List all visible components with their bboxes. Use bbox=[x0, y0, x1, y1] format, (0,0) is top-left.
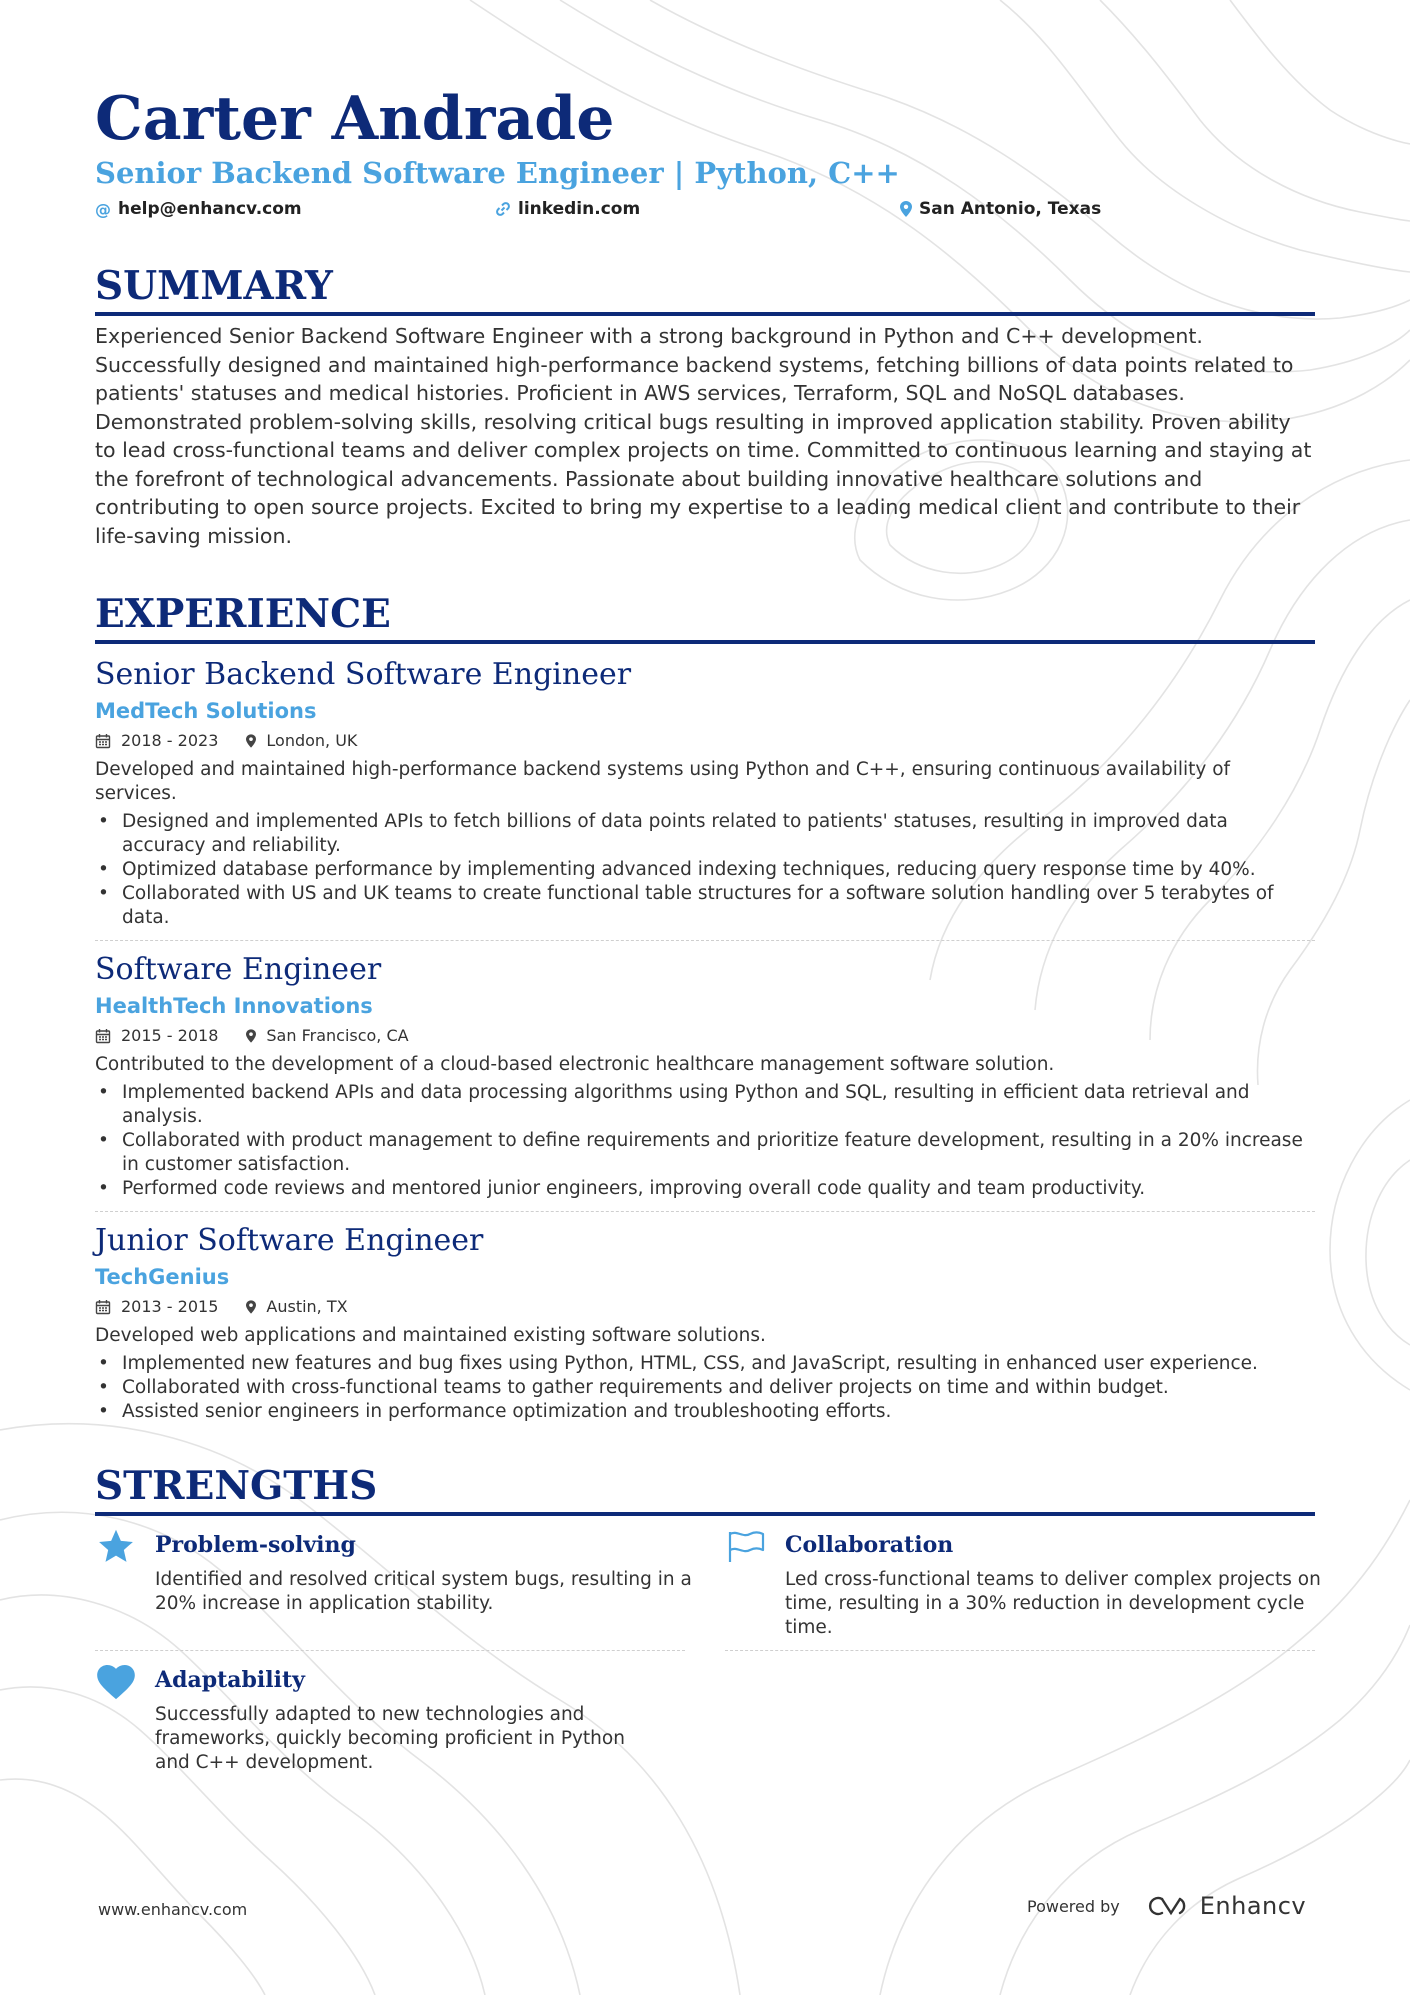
location-text: San Antonio, Texas bbox=[919, 199, 1102, 219]
summary-section bbox=[95, 262, 1315, 550]
job-bullets bbox=[95, 810, 1315, 930]
strength-text: Identified and resolved critical system bugs, resulting in a 20% increase in application stability. bbox=[155, 1569, 692, 1614]
company-name: HealthTech Innovations bbox=[95, 994, 373, 1018]
location-pin-icon bbox=[246, 1029, 256, 1043]
strength-text: Successfully adapted to new technologies and frameworks, quickly becoming proficient in Python and C++ development. bbox=[155, 1704, 625, 1773]
contact-location bbox=[900, 199, 1101, 219]
location-pin-icon bbox=[246, 1300, 256, 1314]
footer-website[interactable]: www.enhancv.com bbox=[98, 1900, 248, 1919]
strengths-section bbox=[95, 1462, 1321, 1816]
list-item: • Collaborated with US and UK teams to create functional table structures for a software solution handling over 5 terabytes of data. bbox=[95, 882, 1315, 930]
powered-by-label: Powered by bbox=[1027, 1896, 1120, 1916]
strength-title: Problem-solving bbox=[155, 1532, 356, 1558]
divider bbox=[725, 1650, 1315, 1651]
list-item: • Implemented new features and bug fixes using Python, HTML, CSS, and JavaScript, resulting in enhanced user experience. bbox=[95, 1352, 1315, 1376]
contact-email[interactable] bbox=[95, 199, 495, 219]
linkedin-text: linkedin.com bbox=[518, 199, 641, 219]
location-pin-icon bbox=[246, 734, 256, 748]
summary-text: Experienced Senior Backend Software Engineer with a strong background in Python and C++ development. Successfully designed and maintained high-performance backend systems, fetching billions of data points related to patients' statuses and medical histories. Proficient in AWS services, Terraform, SQL and NoSQL databases. Demonstrated problem-solving skills, resolving critical bugs resulting in improved application stability. Proven ability to lead cross-functional teams and deliver complex projects on time. Committed to continuous learning and staying at the forefront of technological advancements. Passionate about building innovative healthcare solutions and contributing to open source projects. Excited to bring my expertise to a leading medical client and contribute to their life-saving mission. bbox=[95, 324, 1312, 548]
strength-text: Led cross-functional teams to deliver complex projects on time, resulting in a 30% reduction in development cycle time. bbox=[785, 1569, 1321, 1638]
company-name: TechGenius bbox=[95, 1265, 230, 1289]
heart-icon bbox=[95, 1661, 137, 1703]
job-title: Software Engineer bbox=[95, 952, 382, 987]
list-item: • Collaborated with product management to define requirements and prioritize feature development, resulting in a 20% increase in customer satisfaction. bbox=[95, 1129, 1315, 1177]
job-bullets bbox=[95, 1352, 1315, 1424]
job-meta bbox=[95, 1025, 1315, 1047]
job-title: Senior Backend Software Engineer bbox=[95, 657, 632, 692]
strength-title: Adaptability bbox=[155, 1667, 305, 1693]
job-entry bbox=[95, 951, 1315, 1212]
candidate-headline: Senior Backend Software Engineer | Python, C++ bbox=[95, 156, 900, 190]
strengths-title: STRENGTHS bbox=[95, 1462, 1315, 1516]
job-description: Developed and maintained high-performance backend systems using Python and C++, ensuring continuous availability of services. bbox=[95, 759, 1231, 804]
list-item: • Assisted senior engineers in performance optimization and troubleshooting efforts. bbox=[95, 1400, 1315, 1424]
calendar-icon bbox=[95, 733, 111, 749]
job-meta bbox=[95, 730, 1315, 752]
job-entry bbox=[95, 656, 1315, 941]
list-item: • Optimized database performance by implementing advanced indexing techniques, reducing query response time by 40%. bbox=[95, 858, 1315, 882]
contact-row bbox=[95, 196, 1315, 222]
job-dates: 2013 - 2015 bbox=[121, 1297, 219, 1316]
calendar-icon bbox=[95, 1299, 111, 1315]
list-item: • Designed and implemented APIs to fetch billions of data points related to patients' statuses, resulting in improved data accuracy and reliability. bbox=[95, 810, 1315, 858]
divider bbox=[95, 940, 1315, 941]
divider bbox=[95, 1650, 685, 1651]
candidate-name: Carter Andrade bbox=[95, 84, 615, 154]
contact-linkedin[interactable] bbox=[495, 199, 900, 219]
list-item: • Implemented backend APIs and data processing algorithms using Python and SQL, resulting in efficient data retrieval and analysis. bbox=[95, 1081, 1315, 1129]
summary-title: SUMMARY bbox=[95, 262, 1315, 316]
job-description: Developed web applications and maintained existing software solutions. bbox=[95, 1325, 766, 1346]
company-name: MedTech Solutions bbox=[95, 699, 317, 723]
job-location: London, UK bbox=[266, 731, 358, 750]
footer-powered-by[interactable] bbox=[1027, 1892, 1306, 1920]
job-dates: 2015 - 2018 bbox=[121, 1026, 219, 1045]
job-title: Junior Software Engineer bbox=[95, 1223, 484, 1258]
job-entry bbox=[95, 1222, 1315, 1424]
job-location: San Francisco, CA bbox=[266, 1026, 409, 1045]
location-pin-icon bbox=[900, 201, 912, 217]
strength-title: Collaboration bbox=[785, 1532, 954, 1558]
at-icon: @ bbox=[95, 199, 111, 219]
calendar-icon bbox=[95, 1028, 111, 1044]
flag-icon bbox=[725, 1526, 767, 1568]
divider bbox=[95, 1211, 1315, 1212]
job-dates: 2018 - 2023 bbox=[121, 731, 219, 750]
job-bullets bbox=[95, 1081, 1315, 1201]
strengths-grid bbox=[95, 1516, 1321, 1816]
enhancv-logo-icon bbox=[1148, 1895, 1192, 1917]
experience-title: EXPERIENCE bbox=[95, 590, 1315, 644]
list-item: • Performed code reviews and mentored junior engineers, improving overall code quality and team productivity. bbox=[95, 1177, 1315, 1201]
job-description: Contributed to the development of a cloud-based electronic healthcare management software solution. bbox=[95, 1054, 1055, 1075]
resume-page bbox=[95, 82, 1321, 1816]
list-item: • Collaborated with cross-functional teams to gather requirements and deliver projects on time and within budget. bbox=[95, 1376, 1315, 1400]
star-icon bbox=[95, 1526, 137, 1568]
brand-name: Enhancv bbox=[1199, 1892, 1307, 1920]
job-meta bbox=[95, 1296, 1315, 1318]
job-location: Austin, TX bbox=[266, 1297, 348, 1316]
experience-section bbox=[95, 590, 1315, 1424]
email-text: help@enhancv.com bbox=[118, 199, 302, 219]
link-icon bbox=[495, 201, 511, 217]
